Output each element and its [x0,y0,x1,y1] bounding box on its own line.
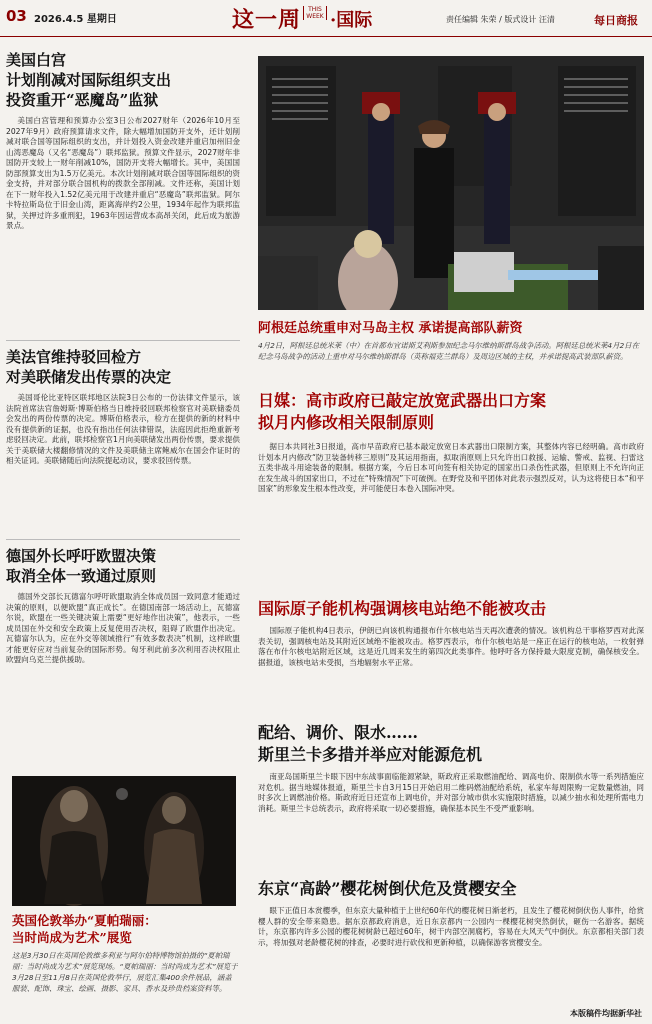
headline-line: 拟月内修改相关限制原则 [258,413,435,432]
article-tokyo-sakura [258,878,644,1006]
article-body: 南亚岛国斯里兰卡眼下因中东战事面临能源紧缺，斯政府正采取燃油配给、调高电价、限制供水等一系列措施应对危机。据当地媒体报道，斯里兰卡自3月15日开始启用二维码燃油配给系统，私家车每周限购一定数量燃油，同时多次上调燃油价格。斯政府近日还宣布上调电价，并对部分城市供水实施限时措施，以减少抽水和处理所需电力消耗。斯里兰卡总统表示，政府将采取一切必要措施，确保基本民生不受严重影响。 [258,772,644,813]
article-body: 美国哥伦比亚特区联邦地区法院3日公布的一份法律文件显示，该法院首席法官詹姆斯·博斯伯格当日维持驳回联邦检察官对美联储委员会发出的两份传票的决定。博斯伯格表示，检方在提供的新的材料中没有提供新的证据，也没有指出任何法律错误，法庭因此拒绝重新考虑驳回决定。此前，联邦检察官1月向美联储发出两份传票，要求提供关于美联储大楼翻修情况的文件及美联储主席鲍威尔在国会作证时的相关证词。美联储随后向法院提起动议，要求驳回传票。 [6,393,240,465]
article-fed-subpoena [6,347,240,539]
page-number: 03 [6,7,27,25]
editors-credit: 责任编辑 朱荣 / 版式设计 汪清 [446,15,555,24]
headline-line: 美法官维持驳回检方 [6,348,142,366]
headline-line: 国际原子能机构强调核电站绝不能被攻击 [258,599,547,618]
article-german-fm [6,546,240,768]
headline-line: 斯里兰卡多措并举应对能源危机 [258,745,483,764]
article-sri-lanka [258,722,644,874]
article-iaea [258,598,644,716]
paper-name: 每日商报 [594,14,638,27]
headline-line: 取消全体一致通过原则 [6,567,157,585]
masthead-title: 这一周 [232,7,302,33]
left-column [6,50,240,768]
divider [6,340,240,341]
article-japan-arms [258,390,644,590]
article-white-house [6,50,240,340]
article-body: 眼下正值日本赏樱季，但东京大量种植于上世纪60年代的樱花树日渐老朽，且发生了樱花树倒伏伤人事件，给赏樱人群的安全带来隐患。据东京都政府消息，近日东京都内一公园内一棵樱花树突然倒伏，砸伤一名游客。据统计，东京都内许多公园的樱花树树龄已超过60年，树干内部空洞腐朽，容易在大风天气中倒伏。东京都相关部门表示，将加强对老龄樱花树的排查，必要时进行砍伐和更新种植，以确保游客赏樱安全。 [258,906,644,947]
headline-line: 美国白宫 [6,51,67,69]
page-header [0,0,652,37]
headline-line: 东京“高龄”樱花树倒伏危及赏樱安全 [258,879,517,898]
headline-line: 对美联储发出传票的决定 [6,368,172,386]
argentina-caption: 4月2日，阿根廷总统米莱（中）在首都布宜诺斯艾利斯参加纪念马尔维纳斯群岛战争活动。阿根廷总统米莱4月2日在纪念马岛战争的活动上重申对马尔维纳斯群岛（英称福克兰群岛）及周边区域的主权，并承诺提高武装部队薪资。 [258,341,639,361]
section-title: ·国际 [330,10,373,31]
issue-date: 2026.4.5 星期日 [34,14,117,25]
article-body: 据日本共同社3日报道，高市早苗政府已基本敲定放宽日本武器出口限制方案，其整体内容已经明确。高市政府计划本月内修改“防卫装备转移三原则”及其运用指南，拟取消原则上只允许出口救援、运输、警戒、监视、扫雷这五类非战斗用途装备的限制。根据方案，今后日本可向签有相关协定的国家出口杀伤性武器，但原则上不允许向正在发生战斗的国家出口，不过在“特殊情况”下可破例。在野党及和平团体对此表示强烈反对，认为这将使日本“和平国家”的形象发生根本性改变，并可能使日本卷入国际冲突。 [258,442,644,493]
article-body: 美国白宫管理和预算办公室3日公布2027财年（2026年10月至2027年9月）政府预算请求文件，除大幅增加国防开支外，还计划削减对联合国等国际组织的支出，并计划投入资金改建并重启加州旧金山湾恶魔岛（又名“恶魔岛”）联邦监狱。预算文件显示，2027财年非国防开支较上一财年削减10%，国防开支将大幅增长。其中，美国国防部预算支出为1.5万亿美元。本次计划削减对联合国等国际组织的资金支持，并对部分联合国机构的拨款全部削减。文件还称，美国计划在下一财年投入1.52亿美元用于改建并重启“恶魔岛”联邦监狱。阿尔卡特拉斯岛位于旧金山湾，距离海岸约2公里，1934年起作为联邦监狱，关押过许多重刑犯，1963年因运营成本高昂关闭，此后成为旅游景点。 [6,116,240,230]
headline-line: 计划削减对国际组织支出 [6,71,172,89]
article-body: 国际原子能机构4日表示，伊朗已向该机构通报布什尔核电站当天再次遭袭的情况。该机构总干事格罗西对此深表关切，强调核电站及其附近区域绝不能被攻击。格罗西表示，布什尔核电站是一座正在运行的核电站，一枚射弹落在布什尔核电站附近区域，这是近几周来发生的第四次此类事件。他呼吁各方保持最大限度克制，确保核安全。据报道，该核电站未受损，当地辐射水平正常。 [258,626,644,667]
headline-line: 英国伦敦举办“夏帕瑞丽： [12,913,157,928]
exhibition-photo [12,776,236,906]
exhibition-title [12,912,238,946]
headline-line: 当时尚成为艺术”展览 [12,930,132,945]
exhibition-photo-art [12,776,236,906]
headline-line: 日媒：高市政府已敲定放宽武器出口方案 [258,391,547,410]
source-credit: 本版稿件均据新华社 [570,1009,642,1018]
article-body: 德国外交部长瓦德富尔呼吁欧盟取消全体成员国一致同意才能通过决策的原则，以便欧盟“真正成长”。在德国南部一场活动上，瓦德富尔说，欧盟在一些关键决策上需要“更好地作出决策”，他表示，一些成员国在外交和安全政策上反复使用否决权，阻碍了欧盟作出决定。瓦德富尔认为，应在外交等领域推行“有效多数表决”机制，这样欧盟才能更好应对当前复杂的国际形势。匈牙利此前多次利用否决权阻止欧盟向乌克兰提供援助。 [6,592,240,664]
argentina-title: 阿根廷总统重申对马岛主权 承诺提高部队薪资 [258,321,523,336]
argentina-photo [258,56,644,310]
headline-line: 投资重开“恶魔岛”监狱 [6,91,159,109]
exhibition-caption: 这是3月30日在英国伦敦维多利亚与阿尔伯特博物馆拍摄的“夏帕瑞丽：当时尚成为艺术”展览现场。“夏帕瑞丽：当时尚成为艺术”展览于3月28日至11月8日在英国伦敦举行，展览汇集400余件展品，涵盖服装、配饰、珠宝、绘画、摄影、家具、香水及珍贵档案资料等。 [12,951,238,993]
divider [6,539,240,540]
headline-line: 配给、调价、限水…… [258,723,419,742]
week-tag: THIS WEEK [303,6,327,20]
headline-line: 德国外长呼吁欧盟决策 [6,547,157,565]
argentina-photo-art [258,56,644,310]
